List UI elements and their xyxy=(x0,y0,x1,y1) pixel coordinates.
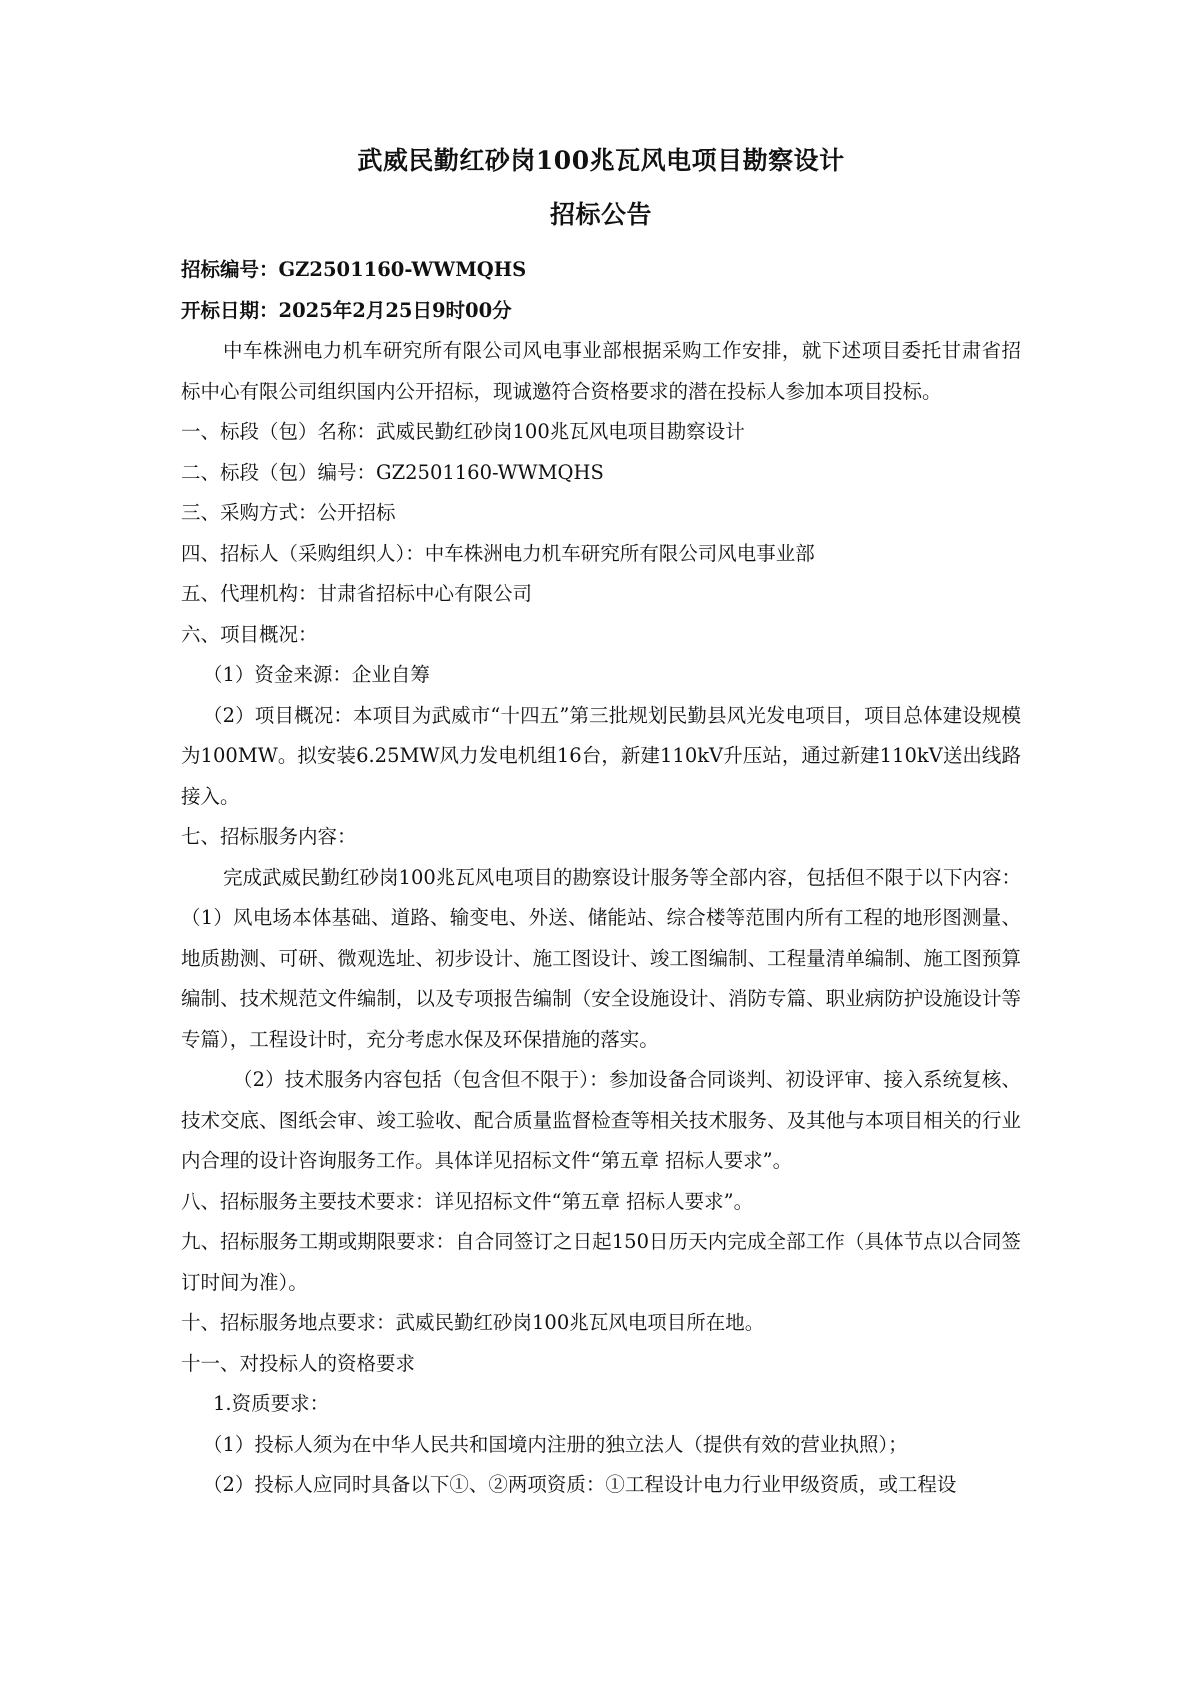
section-project-overview: 六、项目概况： xyxy=(181,622,318,646)
document-title: 武威民勤红砂岗100兆瓦风电项目勘察设计 xyxy=(357,146,845,175)
section-qualification-item-2: （2）投标人应同时具备以下①、②两项资质：①工程设计电力行业甲级资质，或工程设 xyxy=(203,1473,957,1496)
section-tenderer: 四、招标人（采购组织人）：中车株洲电力机车研究所有限公司风电事业部 xyxy=(181,541,815,565)
section-service-period: 九、招标服务工期或期限要求：自合同签订之日起150日历天内完成全部工作（具体节点以合同签订时间为准）。 xyxy=(181,1230,1021,1294)
bid-number: 招标编号：GZ2501160-WWMQHS xyxy=(181,258,527,281)
section-project-summary: （2）项目概况：本项目为武威市“十四五”第三批规划民勤县风光发电项目，项目总体建设规模为100MW。拟安装6.25MW风力发电机组16台，新建110kV升压站，通过新建110kV送出线路接入。 xyxy=(181,703,1021,808)
section-service-scope: 七、招标服务内容： xyxy=(181,825,357,848)
section-agency: 五、代理机构：甘肃省招标中心有限公司 xyxy=(181,582,533,605)
intro-paragraph: 中车株洲电力机车研究所有限公司风电事业部根据采购工作安排，就下述项目委托甘肃省招标中心有限公司组织国内公开招标，现诚邀符合资格要求的潜在投标人参加本项目投标。 xyxy=(181,339,1021,403)
document-content xyxy=(181,140,1021,1506)
bid-opening-date: 开标日期：2025年2月25日9时00分 xyxy=(181,298,512,322)
section-technical-requirements: 八、招标服务主要技术要求：详见招标文件“第五章 招标人要求”。 xyxy=(181,1189,754,1213)
section-qualification-grade: 1.资质要求： xyxy=(213,1392,330,1415)
section-lot-name: 一、标段（包）名称：武威民勤红砂岗100兆瓦风电项目勘察设计 xyxy=(181,420,745,443)
section-funding-source: （1）资金来源：企业自筹 xyxy=(203,663,430,686)
document-subtitle: 招标公告 xyxy=(549,200,652,229)
section-technical-services: （2）技术服务内容包括（包含但不限于）：参加设备合同谈判、初设评审、接入系统复核、技术交底、图纸会审、竣工验收、配合质量监督检查等相关技术服务、及其他与本项目相关的行业内合理的设计咨询服务工作。具体详见招标文件“第五章 招标人要求”。 xyxy=(181,1068,1021,1172)
section-service-location: 十、招标服务地点要求：武威民勤红砂岗100兆瓦风电项目所在地。 xyxy=(181,1311,765,1334)
section-service-scope-detail: 完成武威民勤红砂岗100兆瓦风电项目的勘察设计服务等全部内容，包括但不限于以下内容：（1）风电场本体基础、道路、输变电、外送、储能站、综合楼等范围内所有工程的地形图测量、地质勘测、可研、微观选址、初步设计、施工图设计、竣工图编制、工程量清单编制、施工图预算编制、技术规范文件编制，以及专项报告编制（安全设施设计、消防专篇、职业病防护设施设计等专篇），工程设计时，充分考虑水保及环保措施的落实。 xyxy=(181,865,1021,1051)
section-qualification: 十一、对投标人的资格要求 xyxy=(181,1351,416,1375)
section-lot-number: 二、标段（包）编号：GZ2501160-WWMQHS xyxy=(181,460,604,484)
section-qualification-item-1: （1）投标人须为在中华人民共和国境内注册的独立法人（提供有效的营业执照）； xyxy=(203,1432,908,1456)
section-procurement-method: 三、采购方式：公开招标 xyxy=(181,501,396,524)
